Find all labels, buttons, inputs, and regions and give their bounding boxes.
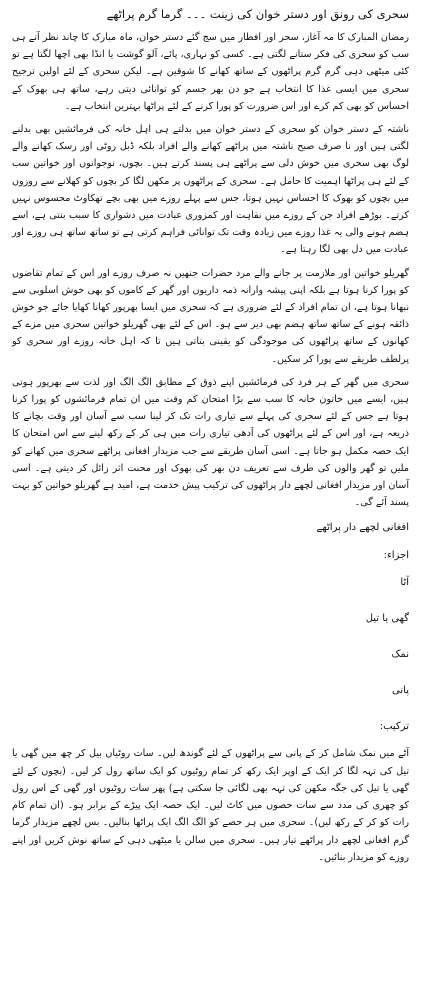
ingredient-item: آٹا bbox=[400, 577, 409, 589]
article-paragraph-4: سحری میں گھر کے ہر فرد کی فرمائشیں اپنے ذوق کے مطابق الگ الگ اور لذت سے بھرپور ہوتی ہیں، ایسے میں خاتون خانہ کا سب سے بڑا امتحان کم وقت میں ان تمام فرمائشوں کو پورا کرنا ہوتا ہے جس کے لئے سحری کی پہلے سے تیاری رات تک کر لینا سب سے آسان اور وقت بچانے کا ذریعہ ہے، اور اس کے لئے پراٹھوں کی آدھی تیاری رات میں ہی کر کے رکھ لینے سے اس امتحان کا ایک حصہ مکمل ہو جاتا ہے۔ اسی آسان طریقے سے جب مزیدار افغانی پراٹھے سحری میں کھانے کو ملیں تو گھر والوں کی طرف سے تعریف دن بھر کی بھوک اور محنت اثر زائل کر دیتی ہے۔ اسی آسان اور مزیدار افغانی لچھے دار پراٹھوں کی ترکیب پیش خدمت ہے، امید ہے گھریلو خواتین کو بہت پسند آئے گی۔ bbox=[12, 376, 409, 509]
ingredient-item: گھی یا تیل bbox=[365, 613, 409, 625]
method-label: ترکیب: bbox=[379, 721, 409, 733]
ingredient-item: نمک bbox=[391, 649, 409, 661]
article-paragraph-1: رمضان المبارک کا مہ آغاز، سحر اور افطار میں سج گئے دستر خوان، ماہ مبارک کا چاند نظر آتے ہی سب کو سحری کی فکر ستانے لگتی ہے۔ کسی کو نہاری، پائے، آلو گوشت یا انڈا بھی اچھا لگتا ہے تو کئی میٹھی دہی گرم گرم پراٹھوں کے ساتھ کھانے کا شوقین ہے۔ لیکن سحری کے لئے اولین ترجیح سحری میں ایسی غذا کا انتخاب ہے جو دن بھر جسم کو توانائی دیتی رہے، ساتھ ہی بھوک کے احساس کو بھی کم کرے اور اس ضرورت کو پورا کرنے کے لئے پراٹھا بہترین انتخاب ہے۔ bbox=[12, 32, 409, 112]
article-paragraph-2: ناشتہ کے دستر خوان کو سحری کے دستر خوان میں بدلتے ہی اہل خانہ کی فرمائشیں بھی بدلنے لگتی ہیں اور نا صرف صبح ناشتہ میں پراٹھے کھانے والے افراد بلکہ ڈبل روٹی اور رسک کھانے والے لوگ بھی سحری میں خوش دلی سے پراٹھے ہی پسند کرتے ہیں۔ بچوں، نوجوانوں اور خواتین سب کے لئے ہی پراٹھا اہمیت کا حامل ہے۔ سحری کے پراٹھوں پر مکھن لگا کر بچوں کو کھلانے سے روزوں میں بچوں کو بھوک کا احساس نہیں ہوتا، جس سے پہلے روزے میں بھی بچے تھکاوٹ محسوس نہیں کرتے۔ بوڑھے افراد جن کے روزے میں نقاہت اور کمزوری عبادت میں دشواری کا سبب بنتی ہے، اسے ہضم ہونے والی یہ غذا روزے میں زیادہ وقت تک توانائی فراہم کرتی ہے تو ساتھ ساتھ ہی روزے اور عبادت میں دل بھی لگا رہتا ہے۔ bbox=[12, 124, 409, 256]
method-text: آٹے میں نمک شامل کر کے پانی سے پراٹھوں کے لئے گوندھ لیں۔ سات روٹیاں بیل کر چھ میں گھی یا تیل کی تہہ لگا کر ایک کے اوپر ایک رکھ کر تمام روٹیوں کو ایک ساتھ رول کر لیں۔ (بچوں کے لئے گھی یا تیل کی جگہ مکھن کی تہہ بھی لگائی جا سکتی ہے) پھر سات روٹیوں اور گھی کے اس رول کو چھری کی مدد سے سات حصوں میں کاٹ لیں۔ ایک حصہ ایک پیڑے کے برابر ہو۔ (ان تمام کام رات کو کر کے رکھ لیں)۔ سحری میں ہر حصے کو الگ الگ ایک پراٹھا بنالیں۔ بس لچھے مزیدار گرما گرم افغانی لچھے دار پراٹھے تیار ہیں۔ سحری میں سالن یا میٹھی دہی کے ساتھ نوش کریں اور اپنے روزے کو مزیدار بنائیں۔ bbox=[12, 748, 409, 863]
article-paragraph-3: گھریلو خواتین اور ملازمت پر جانے والے مرد حضرات جنھیں نہ صرف روزے اور اس کے تمام تقاضوں کو پورا کرنا ہوتا ہے بلکہ اپنی پیشہ وارانہ ذمہ داریوں اور گھر کے کاموں کو بھی خوش اسلوبی سے نبھانا ہوتا ہے، ان تمام افراد کے لئے ضروری ہے کہ سحری میں ایسا بھرپور کھانا کھایا جائے جو خوش ذائقہ ہونے کے ساتھ ساتھ ہضم بھی دیر سے ہو۔ اس کے لئے بھی گھریلو خواتین سحری میں مزے کے کھانوں کے ساتھ پراٹھوں کی موجودگی کو یقینی بناتی ہیں تا کہ اہل خانہ روزے اور سحری کو پرلطف طریقے سے پورا کر سکیں۔ bbox=[12, 267, 409, 365]
article-title: سحری کی رونق اور دستر خوان کی زینت ۔۔۔ گرما گرم پراٹھے bbox=[106, 7, 409, 21]
recipe-title: افغانی لچھے دار پراٹھے bbox=[316, 522, 409, 534]
ingredients-list bbox=[12, 574, 409, 699]
ingredient-item: پانی bbox=[392, 685, 409, 697]
ingredients-label: اجزاء: bbox=[383, 550, 409, 562]
